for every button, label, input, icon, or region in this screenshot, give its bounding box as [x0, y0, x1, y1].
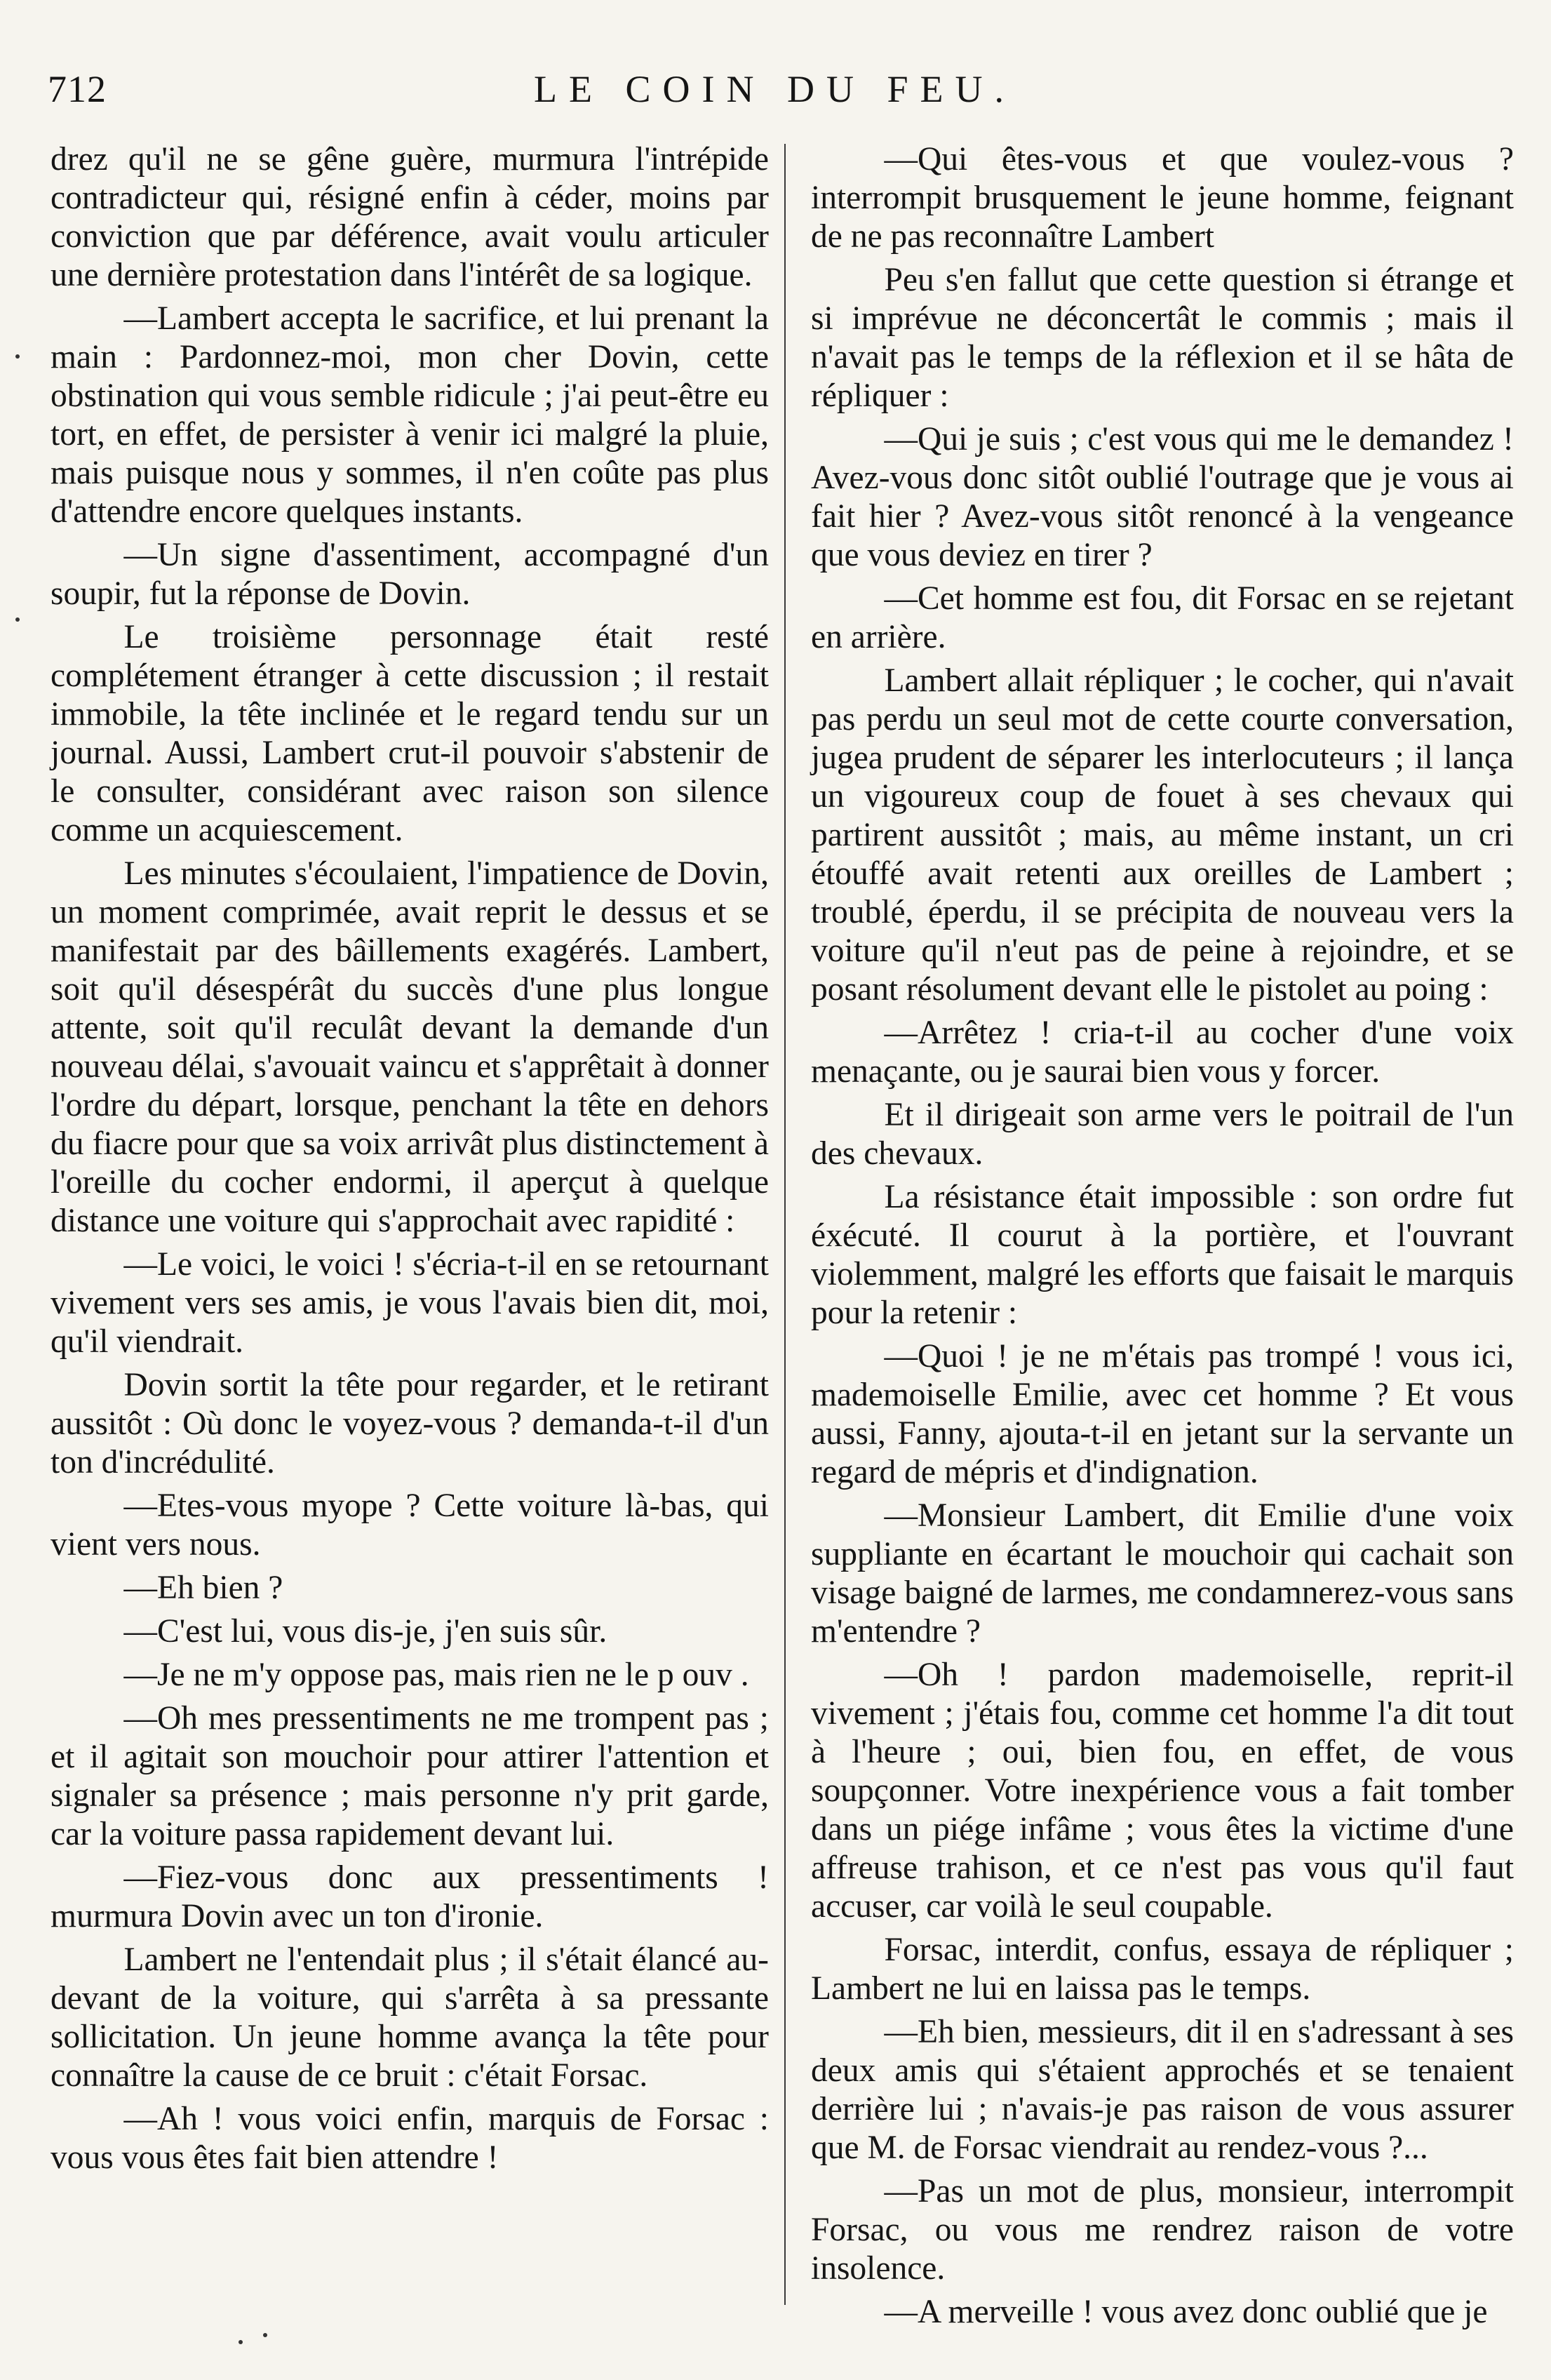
paragraph: Lambert allait répliquer ; le cocher, qui n'avait pas perdu un seul mot de cette courte conversation, jugea prudent de séparer les interlocuteurs ; il lança un vigoureux coup de fouet à ses chevaux qui partirent aussitôt ; mais, au même instant, un cri étouffé avait retenti aux oreilles de Lambert ; troublé, éperdu, il se précipita de nouveau vers la voiture qu'il n'eut pas de peine à rejoindre, et se posant résolument devant elle le pistolet au poing : — [811, 662, 1514, 1008]
paragraph: —Ah ! vous voici enfin, marquis de Forsac : vous vous êtes fait bien attendre ! — [51, 2101, 769, 2176]
paragraph: La résistance était impossible : son ordre fut éxécuté. Il courut à la portière, et l'ouvrant violemment, malgré les efforts que faisait le marquis pour la retenir : — [811, 1179, 1514, 1331]
paragraph: —Fiez-vous donc aux pressentiments ! murmura Dovin avec un ton d'ironie. — [51, 1859, 769, 1934]
paragraph: —Cet homme est fou, dit Forsac en se rejetant en arrière. — [811, 580, 1514, 655]
paragraph: Peu s'en fallut que cette question si étrange et si imprévue ne déconcertât le commis ; mais il n'avait pas le temps de la réflexion et il se hâta de répliquer : — [811, 262, 1514, 414]
print-speck — [15, 354, 20, 359]
paragraph: Le troisième personnage était resté complétement étranger à cette discussion ; il restait immobile, la tête inclinée et le regard tendu sur un journal. Aussi, Lambert crut-il pouvoir s'abstenir de le consulter, considérant avec raison son silence comme un acquiescement. — [51, 619, 769, 848]
page-header — [48, 67, 1502, 131]
paragraph: Et il dirigeait son arme vers le poitrail de l'un des chevaux. — [811, 1097, 1514, 1172]
paragraph: —Quoi ! je ne m'étais pas trompé ! vous ici, mademoiselle Emilie, avec cet homme ? Et vous aussi, Fanny, ajouta-t-il en jetant sur la servante un regard de mépris et d'indignation. — [811, 1338, 1514, 1490]
paragraph: —Eh bien ? — [123, 1570, 283, 1606]
print-speck — [239, 2340, 243, 2344]
paragraph: —Je ne m'y oppose pas, mais rien ne le p ouv . — [123, 1657, 749, 1693]
paragraph: —Monsieur Lambert, dit Emilie d'une voix suppliante en écartant le mouchoir qui cachait son visage baigné de larmes, me condamnerez-vous sans m'entendre ? — [811, 1497, 1514, 1650]
running-title: LE COIN DU FEU. — [534, 68, 1016, 110]
paragraph: —Qui êtes-vous et que voulez-vous ? interrompit brusquement le jeune homme, feignant de ne pas reconnaître Lambert — [811, 141, 1514, 255]
print-speck — [263, 2333, 267, 2337]
column-divider — [784, 144, 786, 2305]
paragraph: —Etes-vous myope ? Cette voiture là-bas, qui vient vers nous. — [51, 1488, 769, 1563]
paragraph: —Le voici, le voici ! s'écria-t-il en se retournant vivement vers ses amis, je vous l'avais bien dit, moi, qu'il viendrait. — [51, 1246, 769, 1360]
paragraph: —Qui je suis ; c'est vous qui me le demandez ! Avez-vous donc sitôt oublié l'outrage que je vous ai fait hier ? Avez-vous sitôt renoncé à la vengeance que vous deviez en tirer ? — [811, 421, 1514, 573]
paragraph: —Eh bien, messieurs, dit il en s'adressant à ses deux amis qui s'étaient approchés et se tenaient derrière lui ; n'avais-je pas raison de vous assurer que M. de Forsac viendrait au rendez-vous ?... — [811, 2014, 1514, 2166]
page-number: 712 — [48, 68, 107, 110]
paragraph: —Oh ! pardon mademoiselle, reprit-il vivement ; j'étais fou, comme cet homme l'a dit tout à l'heure ; oui, bien fou, en effet, de vous soupçonner. Votre inexpérience vous a fait tomber dans un piége infâme ; vous êtes la victime d'une affreuse trahison, et ce n'est pas vous qu'il faut accuser, car voilà le seul coupable. — [811, 1657, 1514, 1925]
paragraph: —C'est lui, vous dis-je, j'en suis sûr. — [123, 1613, 607, 1650]
paragraph: —A merveille ! vous avez donc oublié que je — [884, 2294, 1488, 2330]
paragraph: Les minutes s'écoulaient, l'impatience de Dovin, un moment comprimée, avait reprit le dessus et se manifestait par des bâillements exagérés. Lambert, soit qu'il désespérât du succès d'une plus longue attente, soit qu'il reculât devant la demande d'un nouveau délai, s'avouait vaincu et s'apprêtait à donner l'ordre du départ, lorsque, penchant la tête en dehors du fiacre pour que sa voix arrivât plus distinctement à l'oreille du cocher endormi, il aperçut à quelque distance une voiture qui s'approchait avec rapidité : — [51, 855, 769, 1239]
paragraph: drez qu'il ne se gêne guère, murmura l'intrépide contradicteur qui, résigné enfin à céder, moins par conviction que par déférence, avait voulu articuler une dernière protestation dans l'intérêt de sa logique. — [51, 141, 769, 293]
print-speck — [15, 617, 20, 622]
paragraph: —Arrêtez ! cria-t-il au cocher d'une voix menaçante, ou je saurai bien vous y forcer. — [811, 1015, 1514, 1090]
left-column — [51, 140, 769, 2182]
right-column — [811, 140, 1514, 2336]
paragraph: Dovin sortit la tête pour regarder, et le retirant aussitôt : Où donc le voyez-vous ? demanda-t-il d'un ton d'incrédulité. — [51, 1367, 769, 1480]
paragraph: —Oh mes pressentiments ne me trompent pas ; et il agitait son mouchoir pour attirer l'attention et signaler sa présence ; mais personne n'y prit garde, car la voiture passa rapidement devant lui. — [51, 1700, 769, 1852]
paragraph: Lambert ne l'entendait plus ; il s'était élancé au-devant de la voiture, qui s'arrêta à sa pressante sollicitation. Un jeune homme avança la tête pour connaître la cause de ce bruit : c'était Forsac. — [51, 1941, 769, 2094]
paragraph: —Pas un mot de plus, monsieur, interrompit Forsac, ou vous me rendrez raison de votre insolence. — [811, 2173, 1514, 2287]
paragraph: —Un signe d'assentiment, accompagné d'un soupir, fut la réponse de Dovin. — [51, 537, 769, 612]
paragraph: Forsac, interdit, confus, essaya de répliquer ; Lambert ne lui en laissa pas le temps. — [811, 1932, 1514, 2007]
paragraph: —Lambert accepta le sacrifice, et lui prenant la main : Pardonnez-moi, mon cher Dovin, cette obstination qui vous semble ridicule ; j'ai peut-être eu tort, en effet, de persister à venir ici malgré la pluie, mais puisque nous y sommes, il n'en coûte pas plus d'attendre encore quelques instants. — [51, 300, 769, 530]
